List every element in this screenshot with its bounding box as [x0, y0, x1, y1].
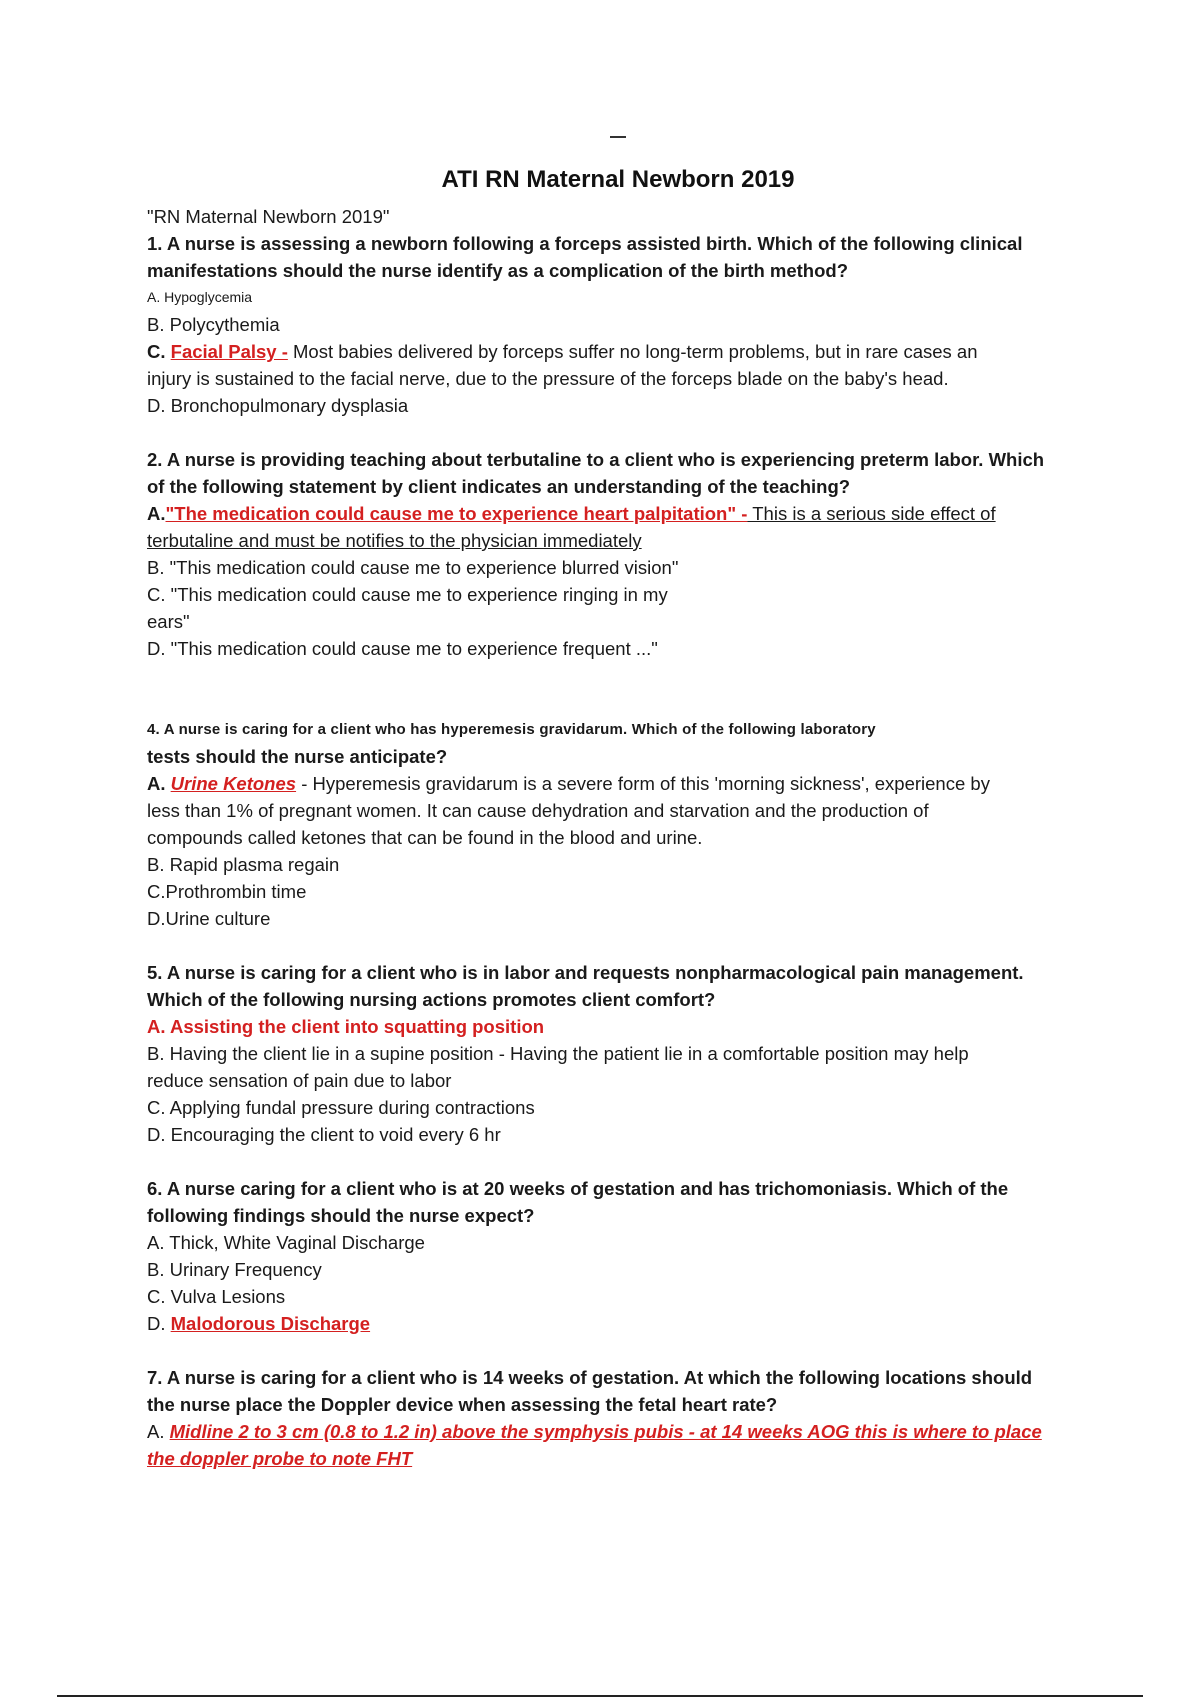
question-2	[147, 446, 1087, 662]
question-2-option-a	[147, 500, 1087, 527]
question-5-option-c: C. Applying fundal pressure during contractions	[147, 1097, 535, 1118]
question-4-option-b: B. Rapid plasma regain	[147, 854, 340, 875]
question-6-option-c: C. Vulva Lesions	[147, 1286, 286, 1307]
question-1-stem-line1: 1. A nurse is assessing a newborn following a forceps assisted birth. Which of the following clinical	[147, 233, 1023, 254]
question-4-correct-answer: Urine Ketones	[170, 773, 297, 794]
question-4-stem-line1: 4. A nurse is caring for a client who has hyperemesis gravidarum. Which of the following laboratory	[147, 721, 876, 738]
question-1	[147, 230, 1087, 419]
question-6-option-d	[147, 1310, 1087, 1337]
question-2-option-a-letter: A.	[147, 503, 166, 524]
question-6	[147, 1175, 1087, 1337]
question-7-option-a-letter: A.	[147, 1421, 165, 1442]
question-7-stem-line1: 7. A nurse is caring for a client who is 14 weeks of gestation. At which the following locations should	[147, 1367, 1033, 1388]
document-subtitle: "RN Maternal Newborn 2019"	[147, 206, 390, 227]
question-6-stem-line2: following findings should the nurse expect?	[147, 1205, 535, 1226]
question-1-option-c-letter: C.	[147, 341, 166, 362]
question-2-option-c-line1: C. "This medication could cause me to experience ringing in my	[147, 584, 668, 605]
question-2-option-c-line2: ears"	[147, 611, 190, 632]
document-title: ATI RN Maternal Newborn 2019	[441, 166, 795, 193]
question-2-option-b: B. "This medication could cause me to experience blurred vision"	[147, 557, 679, 578]
question-1-option-a: A. Hypoglycemia	[147, 289, 253, 305]
question-1-explanation-line1: Most babies delivered by forceps suffer no long-term problems, but in rare cases an	[287, 341, 978, 362]
question-2-explanation-line2: terbutaline and must be notifies to the physician immediately	[147, 530, 642, 551]
question-7-stem-line2: the nurse place the Doppler device when assessing the fetal heart rate?	[147, 1394, 778, 1415]
question-5-option-b-line2: reduce sensation of pain due to labor	[147, 1070, 452, 1091]
question-7-correct-answer-line2: the doppler probe to note FHT	[147, 1448, 413, 1469]
question-5	[147, 959, 1087, 1148]
question-6-option-b: B. Urinary Frequency	[147, 1259, 322, 1280]
question-1-explanation-line2: injury is sustained to the facial nerve, due to the pressure of the forceps blade on the baby's head.	[147, 368, 949, 389]
question-2-correct-answer: "The medication could cause me to experience heart palpitation" -	[165, 503, 748, 524]
question-1-option-b: B. Polycythemia	[147, 314, 280, 335]
header-dash	[610, 136, 626, 138]
question-2-stem-line2: of the following statement by client indicates an understanding of the teaching?	[147, 476, 851, 497]
question-5-option-d: D. Encouraging the client to void every 6 hr	[147, 1124, 501, 1145]
question-6-stem-line1: 6. A nurse caring for a client who is at 20 weeks of gestation and has trichomoniasis. Which of the	[147, 1178, 1009, 1199]
question-7-option-a	[147, 1418, 1087, 1445]
question-4-explanation-line3: compounds called ketones that can be found in the blood and urine.	[147, 827, 703, 848]
question-1-correct-answer: Facial Palsy -	[170, 341, 288, 362]
question-4-explanation-line2: less than 1% of pregnant women. It can cause dehydration and starvation and the production of	[147, 800, 929, 821]
question-4-option-d: D.Urine culture	[147, 908, 271, 929]
question-4-option-c: C.Prothrombin time	[147, 881, 307, 902]
document-body	[147, 203, 1087, 1472]
question-4-explanation-line1: - Hyperemesis gravidarum is a severe form of this 'morning sickness', experience by	[296, 773, 990, 794]
question-5-option-a: A. Assisting the client into squatting position	[147, 1016, 545, 1037]
question-1-stem-line2: manifestations should the nurse identify as a complication of the birth method?	[147, 260, 849, 281]
question-2-option-d: D. "This medication could cause me to experience frequent ..."	[147, 638, 658, 659]
question-5-stem-line2: Which of the following nursing actions promotes client comfort?	[147, 989, 716, 1010]
question-2-explanation-line1: This is a serious side effect of	[747, 503, 996, 524]
question-6-option-d-letter: D.	[147, 1313, 166, 1334]
question-4	[147, 716, 1087, 932]
question-4-stem-line2: tests should the nurse anticipate?	[147, 746, 448, 767]
question-7	[147, 1364, 1087, 1472]
question-4-option-a-letter: A.	[147, 773, 166, 794]
question-5-stem-line1: 5. A nurse is caring for a client who is in labor and requests nonpharmacological pain management.	[147, 962, 1024, 983]
question-1-option-c	[147, 338, 1087, 365]
footer-rule	[57, 1695, 1143, 1697]
question-2-stem-line1: 2. A nurse is providing teaching about terbutaline to a client who is experiencing preterm labor. Which	[147, 449, 1045, 470]
question-7-correct-answer-line1: Midline 2 to 3 cm (0.8 to 1.2 in) above the symphysis pubis - at 14 weeks AOG this is where to place	[169, 1421, 1042, 1442]
question-5-option-b-line1: B. Having the client lie in a supine position - Having the patient lie in a comfortable position may help	[147, 1043, 969, 1064]
question-6-option-a: A. Thick, White Vaginal Discharge	[147, 1232, 425, 1253]
question-6-correct-answer: Malodorous Discharge	[170, 1313, 371, 1334]
question-4-option-a	[147, 770, 1087, 797]
question-1-option-d: D. Bronchopulmonary dysplasia	[147, 395, 409, 416]
